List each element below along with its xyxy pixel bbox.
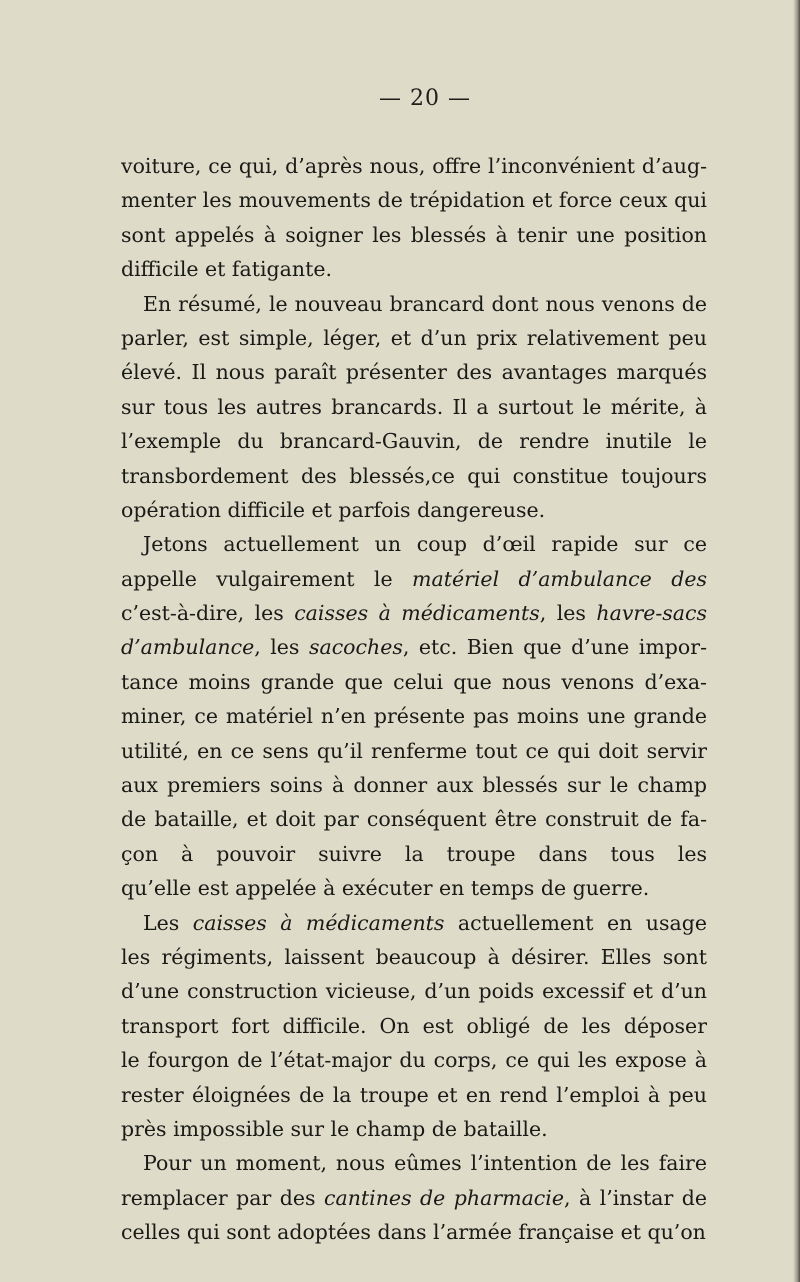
italic-phrase: sacoches: [308, 635, 403, 660]
text-line: miner, ce matériel n’en présente pas moins une grande: [121, 704, 707, 729]
text-line: parler, est simple, léger, et d’un prix relativement peu: [121, 325, 707, 350]
text-line: près impossible sur le champ de bataille.: [121, 1116, 548, 1141]
text-run: actuellement en usage: [457, 910, 707, 935]
text-line: opération difficile et parfois dangereuse.: [121, 497, 546, 522]
text-line: difficile et fatigante.: [121, 257, 332, 282]
page-number: — 20 —: [379, 86, 471, 111]
text-line: En résumé, le nouveau brancard dont nous venons de: [143, 291, 707, 316]
text-run: remplacer par des: [121, 1185, 325, 1210]
text-line: [121, 1181, 707, 1215]
body-text: [121, 149, 707, 1250]
text-line: Pour un moment, nous eûmes l’intention de les faire: [143, 1151, 707, 1176]
text-line: celles qui sont adoptées dans l’armée française et qu’on: [121, 1220, 706, 1245]
italic-phrase: cantines de pharmacie: [324, 1185, 564, 1210]
text-line: les régiments, laissent beaucoup à désirer. Elles sont: [121, 944, 707, 969]
text-run: , les: [539, 601, 597, 626]
text-line: sur tous les autres brancards. Il a surtout le mérite, à: [121, 394, 707, 419]
text-line: tance moins grande que celui que nous venons d’exa-: [121, 669, 707, 694]
text-run: Les: [143, 910, 193, 935]
text-line: [121, 562, 707, 596]
text-line: çon à pouvoir suivre la troupe dans tous les: [121, 841, 707, 866]
text-line: sont appelés à soigner les blessés à tenir une position: [121, 222, 707, 247]
text-line: qu’elle est appelée à exécuter en temps de guerre.: [121, 876, 650, 901]
text-run: , à l’instar de: [563, 1185, 707, 1210]
italic-phrase: havre-sacs: [596, 601, 707, 626]
text-line: utilité, en ce sens qu’il renferme tout ce qui doit servir: [121, 738, 707, 763]
italic-phrase: matériel d’ambulance des: [412, 566, 707, 591]
text-line: rester éloignées de la troupe et en rend l’emploi à peu: [121, 1082, 707, 1107]
text-run: , les: [254, 635, 309, 660]
text-line: [121, 906, 707, 940]
text-line: voiture, ce qui, d’après nous, offre l’inconvénient d’aug-: [121, 154, 707, 178]
text-run: appelle vulgairement le: [121, 566, 413, 591]
text-line: transport fort difficile. On est obligé de les déposer: [121, 1013, 707, 1038]
text-run: c’est-à-dire, les: [121, 601, 295, 626]
page-edge-shadow: [793, 0, 800, 1282]
text-line: élevé. Il nous paraît présenter des avantages marqués: [121, 360, 707, 385]
text-run: , etc. Bien que d’une impor-: [402, 635, 707, 660]
text-line: le fourgon de l’état-major du corps, ce qui les expose à: [121, 1048, 707, 1073]
text-line: de bataille, et doit par conséquent être construit de fa-: [121, 807, 707, 832]
text-line: [121, 596, 707, 630]
text-line: menter les mouvements de trépidation et force ceux qui: [121, 188, 707, 213]
italic-phrase: caisses à médicaments: [192, 910, 445, 935]
text-line: d’une construction vicieuse, d’un poids excessif et d’un: [121, 979, 707, 1004]
italic-phrase: caisses à médicaments: [294, 601, 540, 626]
text-line: l’exemple du brancard-Gauvin, de rendre inutile le: [121, 429, 707, 454]
text-line: transbordement des blessés,ce qui constitue toujours: [121, 463, 707, 488]
text-line: [121, 630, 707, 664]
text-line: aux premiers soins à donner aux blessés sur le champ: [121, 773, 707, 798]
italic-phrase: d’ambulance: [121, 635, 255, 660]
text-line: Jetons actuellement un coup d’œil rapide sur ce: [143, 532, 707, 557]
